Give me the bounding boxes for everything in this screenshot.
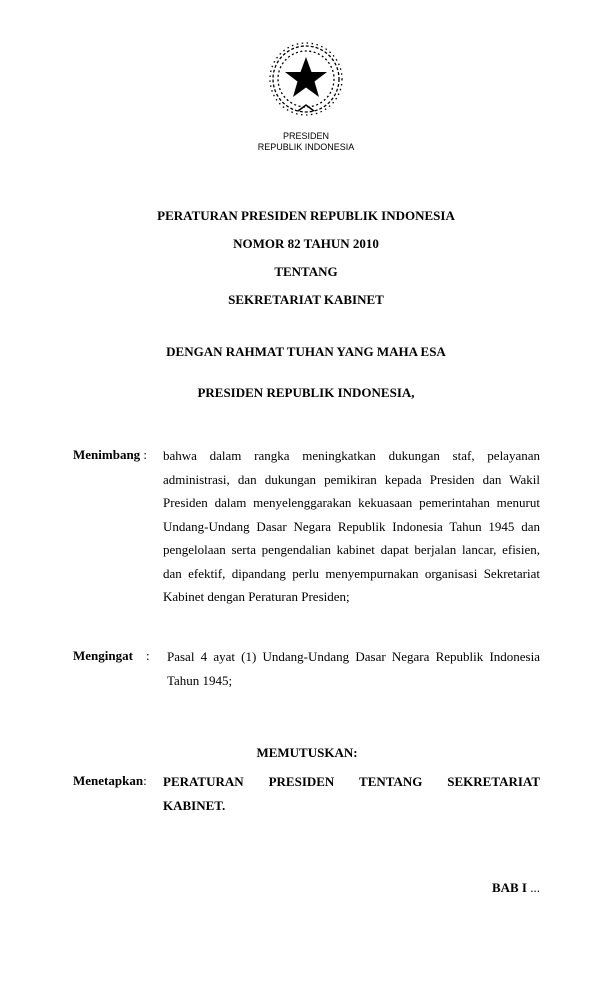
menetapkan-colon: : <box>143 773 147 788</box>
menimbang-line: bahwa dalam rangka meningkatkan dukungan staf, pelayanan <box>163 448 540 463</box>
preamble-line2: PRESIDEN REPUBLIK INDONESIA, <box>197 385 415 400</box>
title-line1: PERATURAN PRESIDEN REPUBLIK INDONESIA <box>157 208 455 223</box>
mengingat-line: Tahun 1945; <box>167 672 233 688</box>
menimbang-line: administrasi, dan dukungan pemikiran kepada Presiden dan Wakil <box>163 471 540 487</box>
menimbang-line: pengelolaan serta pengendalian kabinet dapat berjalan lancar, efisien, <box>163 542 540 557</box>
next-page-ellipsis: ... <box>527 880 540 895</box>
preamble-line1: DENGAN RAHMAT TUHAN YANG MAHA ESA <box>166 344 446 359</box>
title-line2: NOMOR 82 TAHUN 2010 <box>233 236 379 251</box>
next-page-bold: BAB I <box>491 880 527 895</box>
menetapkan-label: Menetapkan <box>73 773 144 788</box>
menimbang-colon: : <box>143 447 148 462</box>
next-page-indicator <box>492 880 540 896</box>
title-line4: SEKRETARIAT KABINET <box>228 292 384 307</box>
mengingat-line: Pasal 4 ayat (1) Undang-Undang Dasar Negara Republik Indonesia <box>167 649 540 664</box>
menimbang-line: Presiden dalam menyelenggarakan kekuasaan pemerintahan menurut <box>163 495 540 510</box>
emblem-icon <box>268 41 344 119</box>
menetapkan-line: PERATURAN PRESIDEN TENTANG SEKRETARIAT <box>163 774 540 789</box>
title-line3: TENTANG <box>274 264 338 279</box>
menimbang-line: Kabinet dengan Peraturan Presiden; <box>163 589 350 604</box>
mengingat-colon: : <box>146 648 150 663</box>
menimbang-line: dan efektif, dipandang perlu menyempurnakan organisasi Sekretariat <box>163 565 540 581</box>
memutuskan-heading: MEMUTUSKAN: <box>256 745 358 760</box>
letterhead-line2: REPUBLIK INDONESIA <box>257 142 355 152</box>
letterhead-line1: PRESIDEN <box>282 131 329 141</box>
mengingat-label: Mengingat <box>73 648 133 663</box>
menimbang-label: Menimbang <box>73 447 141 462</box>
menimbang-line: Undang-Undang Dasar Negara Republik Indonesia Tahun 1945 dan <box>163 518 540 534</box>
menetapkan-line: KABINET. <box>163 797 226 813</box>
